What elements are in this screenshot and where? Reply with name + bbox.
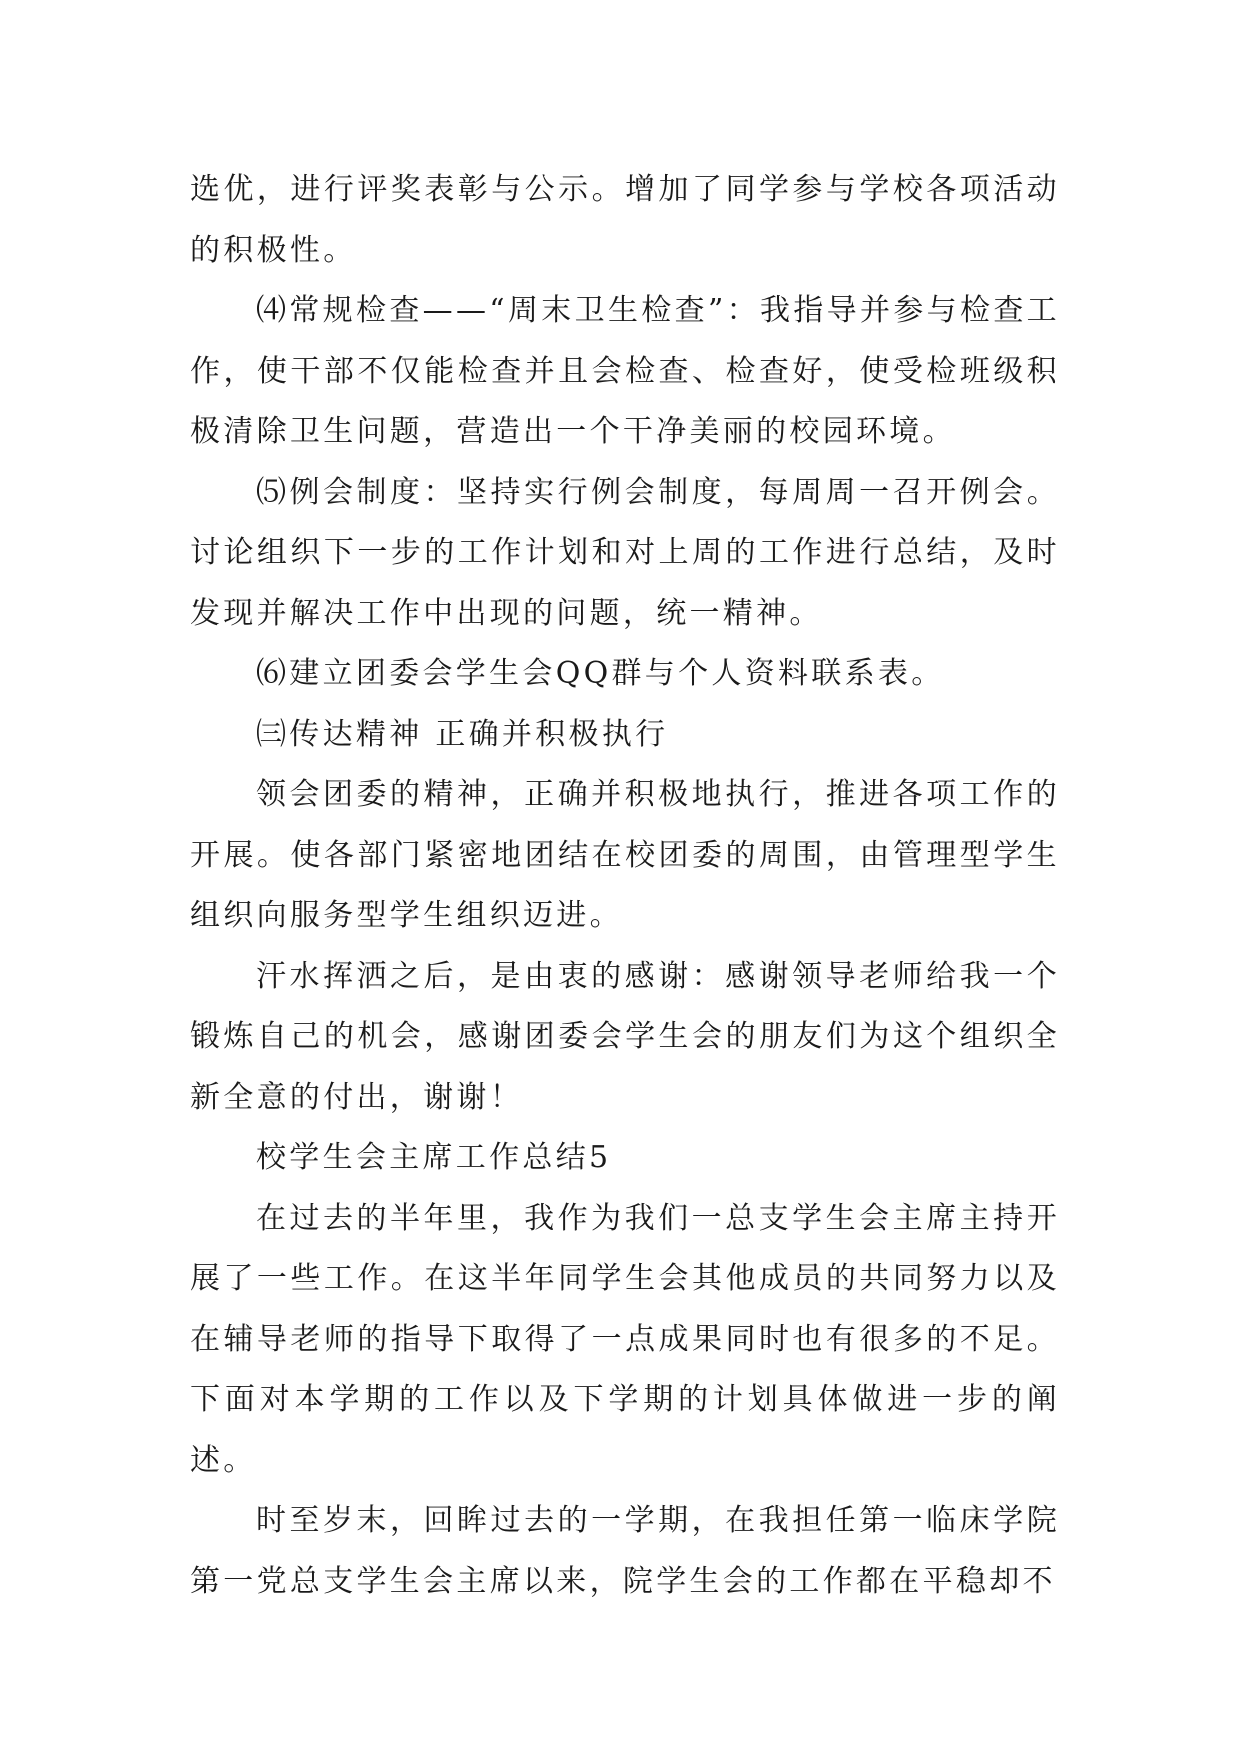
paragraph: ⑸例会制度：坚持实行例会制度，每周周一召开例会。讨论组织下一步的工作计划和对上周的工作进行总结，及时发现并解决工作中出现的问题，统一精神。: [190, 474, 1060, 631]
section-title: 校学生会主席工作总结5: [256, 1140, 612, 1175]
paragraph: 领会团委的精神，正确并积极地执行，推进各项工作的开展。使各部门紧密地团结在校团委的周围，由管理型学生组织向服务型学生组织迈进。: [190, 777, 1060, 933]
paragraph: 选优，进行评奖表彰与公示。增加了同学参与学校各项活动的积极性。: [190, 172, 1060, 268]
paragraph: 在过去的半年里，我作为我们一总支学生会主席主持开展了一些工作。在这半年同学生会其他成员的共同努力以及在辅导老师的指导下取得了一点成果同时也有很多的不足。下面对本学期的工作以及下学期的计划具体做进一步的阐述。: [190, 1200, 1060, 1478]
section-heading: ㈢传达精神 正确并积极执行: [256, 716, 669, 752]
paragraph: 汗水挥洒之后，是由衷的感谢：感谢领导老师给我一个锻炼自己的机会，感谢团委会学生会的朋友们为这个组织全新全意的付出，谢谢！: [190, 958, 1060, 1115]
paragraph: ⑹建立团委会学生会QQ群与个人资料联系表。: [256, 656, 945, 691]
document-body: [190, 160, 1060, 1612]
paragraph: 时至岁末，回眸过去的一学期，在我担任第一临床学院第一党总支学生会主席以来，院学生会的工作都在平稳却不: [190, 1503, 1060, 1599]
paragraph: ⑷常规检查——“周末卫生检查”：我指导并参与检查工作，使干部不仅能检查并且会检查、检查好，使受检班级积极清除卫生问题，营造出一个干净美丽的校园环境。: [190, 293, 1060, 449]
